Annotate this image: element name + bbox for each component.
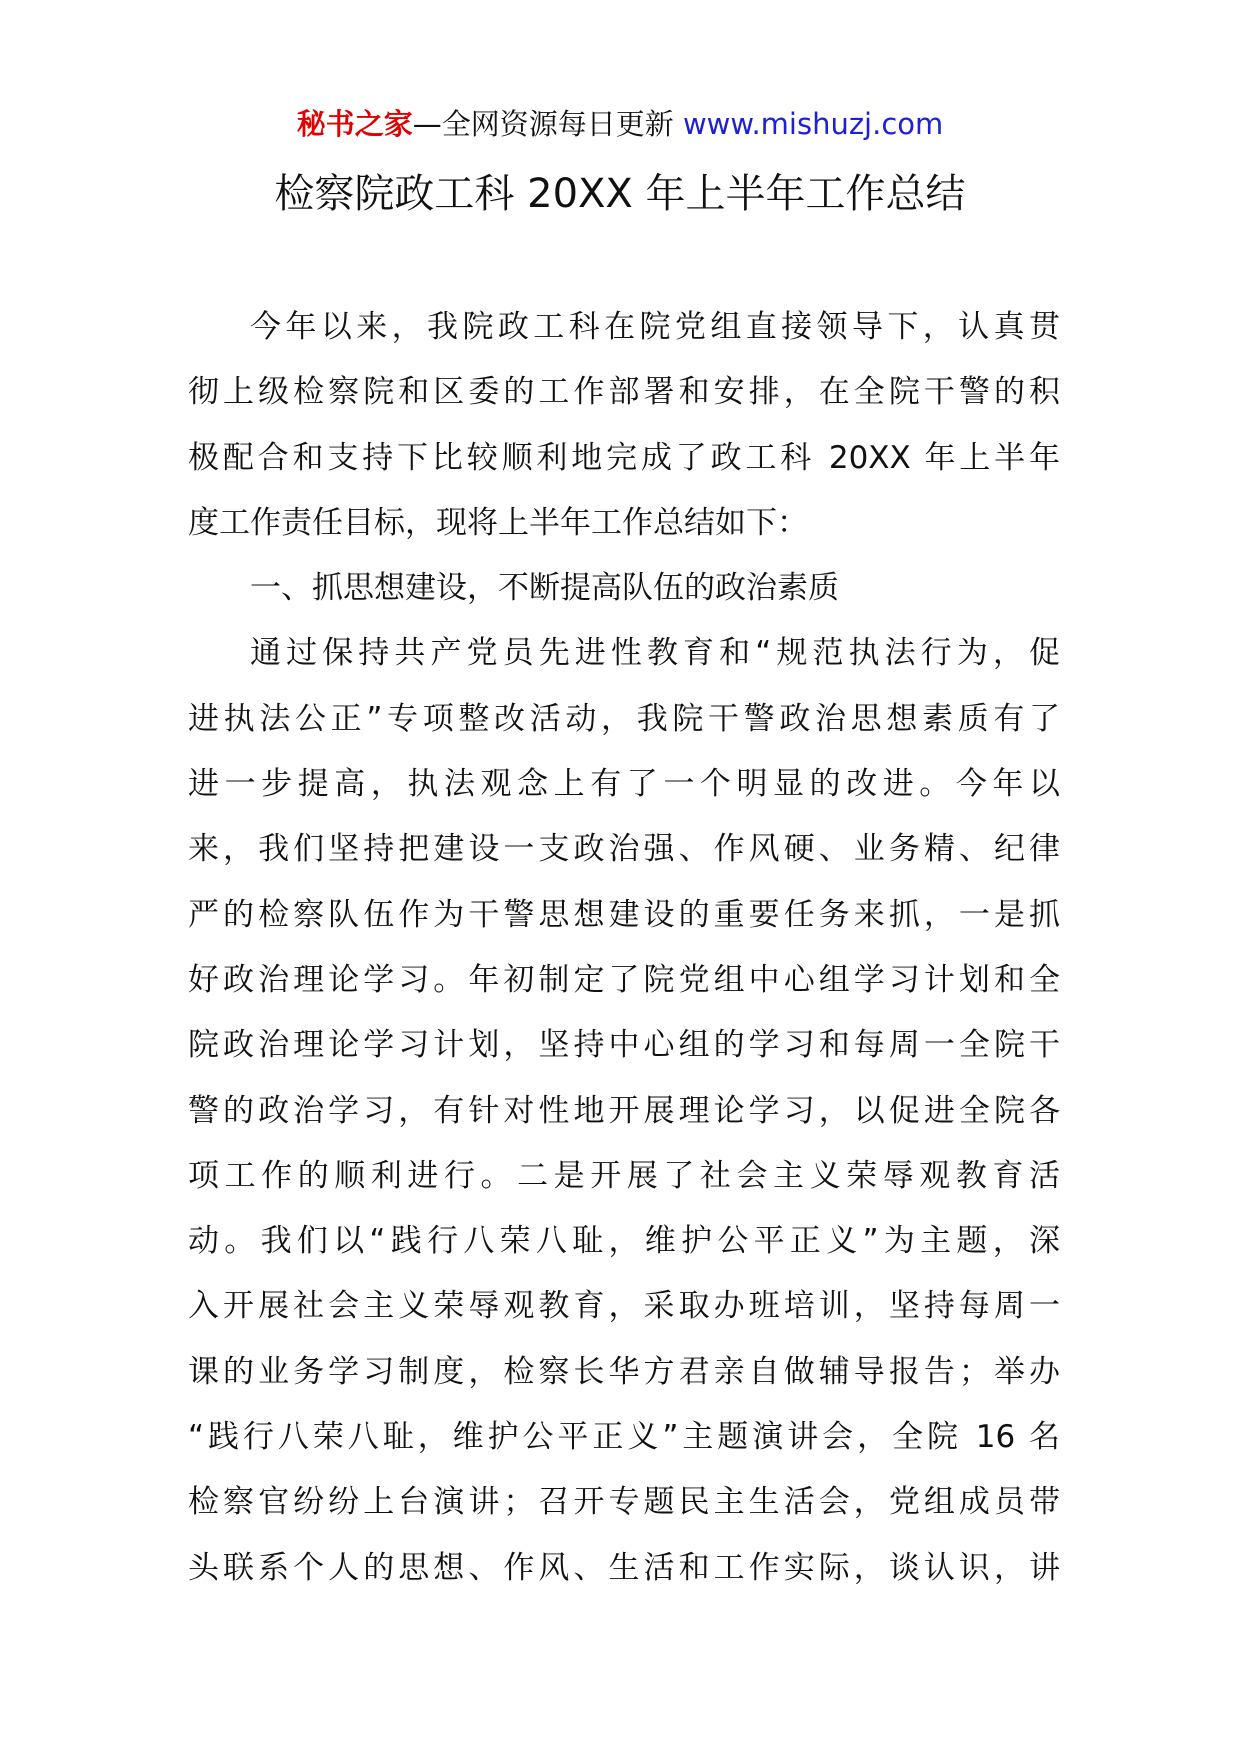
body-line: 入开展社会主义荣辱观教育，采取办班培训，坚持每周一 <box>188 1288 1060 1325</box>
body-line: 项工作的顺利进行。二是开展了社会主义荣辱观教育活 <box>188 1157 1060 1194</box>
document-title: 检察院政工科 20XX 年上半年工作总结 <box>274 171 966 217</box>
body-line: 彻上级检察院和区委的工作部署和安排，在全院干警的积 <box>188 374 1060 411</box>
body-line: 院政治理论学习计划，坚持中心组的学习和每周一全院干 <box>188 1027 1060 1064</box>
body-line: 度工作责任目标，现将上半年工作总结如下： <box>188 504 808 541</box>
body-line: 进一步提高，执法观念上有了一个明显的改进。今年以 <box>188 766 1060 803</box>
site-header <box>0 104 1240 144</box>
body-line: 通过保持共产党员先进性教育和“规范执法行为，促 <box>250 635 1060 672</box>
site-brand: 秘书之家 <box>296 107 413 141</box>
body-line: 警的政治学习，有针对性地开展理论学习，以促进全院各 <box>188 1092 1060 1129</box>
body-line: 头联系个人的思想、作风、生活和工作实际，谈认识，讲 <box>188 1549 1060 1586</box>
section-heading: 一、抓思想建设，不断提高队伍的政治素质 <box>250 570 839 607</box>
body-line: 检察官纷纷上台演讲；召开专题民主生活会，党组成员带 <box>188 1484 1060 1521</box>
site-url-link[interactable]: www.mishuzj.com <box>682 107 944 141</box>
body-line: 严的检察队伍作为干警思想建设的重要任务来抓，一是抓 <box>188 896 1060 933</box>
body-line: 今年以来，我院政工科在院党组直接领导下，认真贯 <box>250 309 1060 345</box>
body-line: 课的业务学习制度，检察长华方君亲自做辅导报告；举办 <box>188 1353 1060 1390</box>
body-line: 进执法公正”专项整改活动，我院干警政治思想素质有了 <box>188 700 1060 737</box>
body-line: 动。我们以“践行八荣八耻，维护公平正义”为主题，深 <box>188 1223 1060 1260</box>
body-line: “践行八荣八耻，维护公平正义”主题演讲会，全院 16 名 <box>188 1419 1060 1456</box>
document-body <box>188 295 1060 1601</box>
body-line: 好政治理论学习。年初制定了院党组中心组学习计划和全 <box>188 961 1060 998</box>
body-line: 极配合和支持下比较顺利地完成了政工科 20XX 年上半年 <box>188 439 1060 476</box>
body-line: 来，我们坚持把建设一支政治强、作风硬、业务精、纪律 <box>188 831 1060 868</box>
site-slogan: —全网资源每日更新 <box>412 107 683 141</box>
